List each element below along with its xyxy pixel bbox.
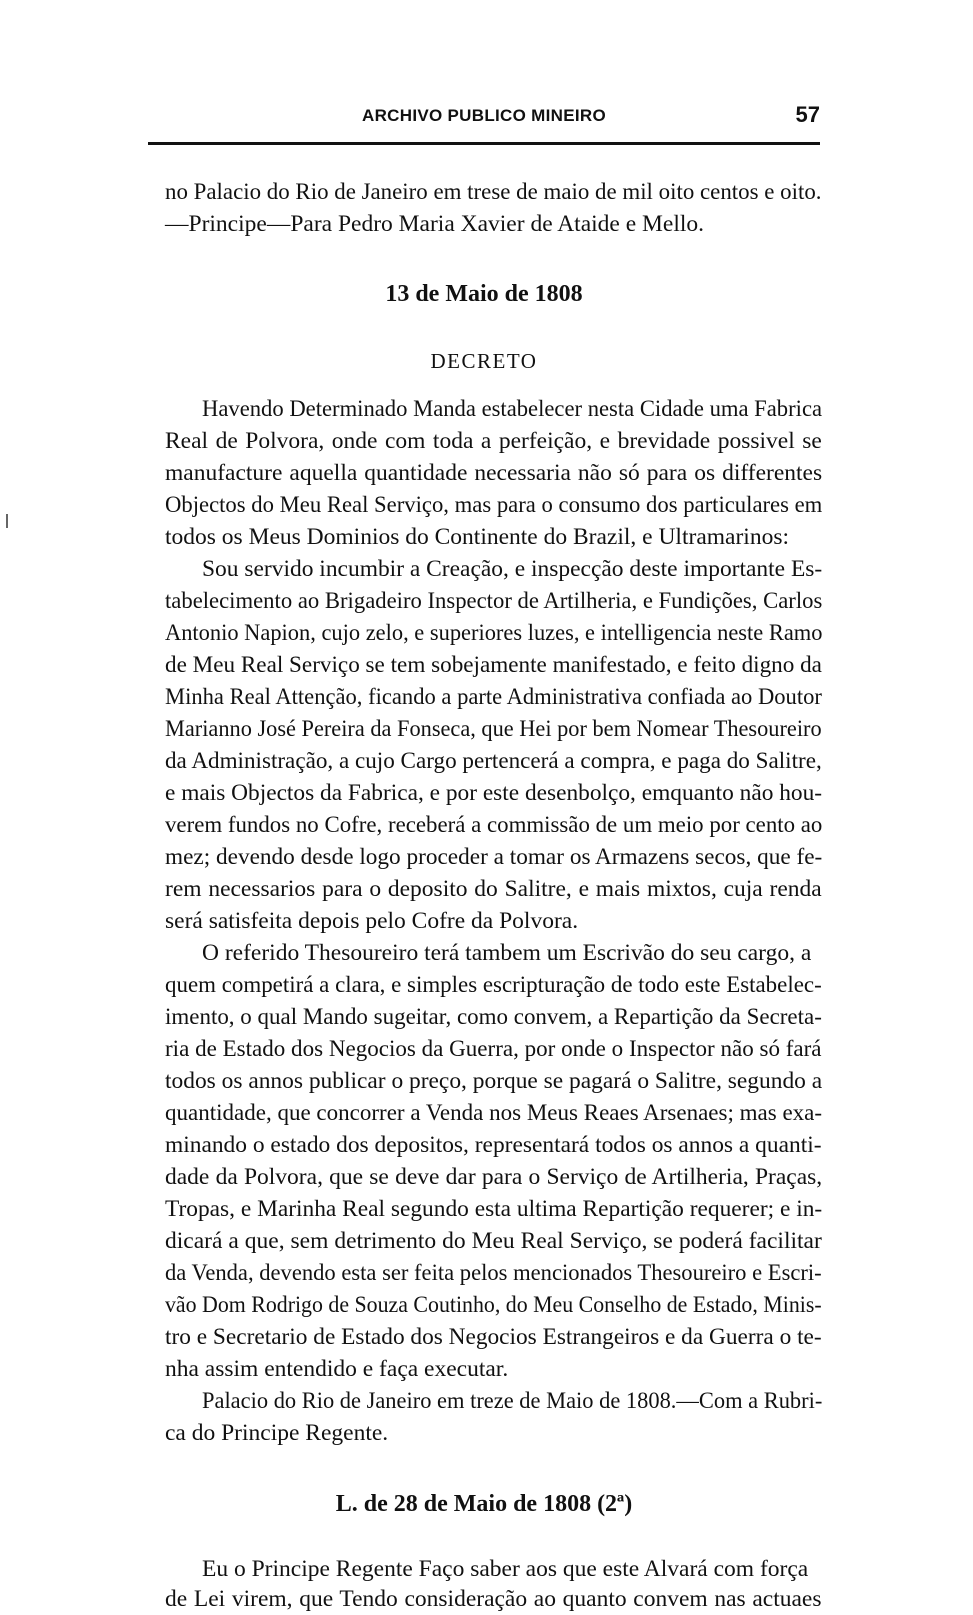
text-line: dade da Polvora, que se deve dar para o Serviço de Artilheria, Praças,	[165, 1164, 823, 1190]
section-subheading: DECRETO	[430, 349, 538, 373]
text-line: rem necessarios para o deposito do Salitre, e mais mixtos, cuja renda	[165, 876, 822, 902]
text-line: tabelecimento ao Brigadeiro Inspector de Artilheria, e Fundições, Carlos	[165, 588, 823, 614]
running-header	[148, 102, 820, 132]
text-line: será satisfeita depois pelo Cofre da Polvora.	[165, 908, 579, 934]
text-line: de Lei virem, que Tendo consideração ao quanto convem nas actuaes	[165, 1586, 822, 1612]
text-line: da Administração, a cujo Cargo pertencerá a compra, e paga do Salitre,	[165, 748, 822, 774]
section-heading: L. de 28 de Maio de 1808 (2ª)	[335, 1491, 633, 1517]
text-line: vão Dom Rodrigo de Souza Coutinho, do Meu Conselho de Estado, Minis-	[165, 1292, 822, 1318]
text-line: Sou servido incumbir a Creação, e inspecção deste importante Es-	[202, 556, 823, 582]
text-line: O referido Thesoureiro terá tambem um Escrivão do seu cargo, a	[202, 940, 812, 966]
text-line: no Palacio do Rio de Janeiro em trese de maio de mil oito centos e oito.	[165, 179, 822, 205]
text-line: e mais Objectos da Fabrica, e por este desenbolço, emquanto não hou-	[165, 780, 823, 806]
text-line: nha assim entendido e faça executar.	[165, 1356, 509, 1382]
text-line: Havendo Determinado Manda estabelecer nesta Cidade uma Fabrica	[202, 396, 823, 422]
text-line: verem fundos no Cofre, receberá a commissão de um meio por cento ao	[165, 812, 823, 838]
text-line: Palacio do Rio de Janeiro em treze de Maio de 1808.—Com a Rubri-	[202, 1388, 823, 1414]
text-line: tro e Secretario de Estado dos Negocios Estrangeiros e da Guerra o te-	[165, 1324, 822, 1350]
text-line: minando o estado dos depositos, representará todos os annos a quanti-	[165, 1132, 822, 1158]
text-line: mez; devendo desde logo proceder a tomar os Armazens secos, que fe-	[165, 844, 823, 870]
text-line: ca do Principe Regente.	[165, 1420, 389, 1446]
text-line: Marianno José Pereira da Fonseca, que Hei por bem Nomear Thesoureiro	[165, 716, 822, 742]
text-line: da Venda, devendo esta ser feita pelos mencionados Thesoureiro e Escri-	[165, 1260, 822, 1286]
text-line: de Meu Real Serviço se tem sobejamente manifestado, e feito digno da	[165, 652, 822, 678]
text-line: —Principe—Para Pedro Maria Xavier de Ataide e Mello.	[165, 211, 705, 237]
text-line: Antonio Napion, cujo zelo, e superiores luzes, e intelligencia neste Ramo	[165, 620, 823, 646]
running-title: ARCHIVO PUBLICO MINEIRO	[362, 106, 606, 125]
text-line: Tropas, e Marinha Real segundo esta ultima Repartição requerer; e in-	[165, 1196, 823, 1222]
text-line: Real de Polvora, onde com toda a perfeição, e brevidade possivel se	[165, 428, 822, 454]
text-line: dicará a que, sem detrimento do Meu Real Serviço, se poderá facilitar	[165, 1228, 822, 1254]
header-rule	[148, 142, 820, 145]
text-line: Eu o Principe Regente Faço saber aos que este Alvará com força	[202, 1556, 809, 1582]
text-line: quem competirá a clara, e simples escripturação de todo este Estabelec-	[165, 972, 822, 998]
text-line: todos os Meus Dominios do Continente do Brazil, e Ultramarinos:	[165, 524, 789, 550]
text-line: Minha Real Attenção, ficando a parte Administrativa confiada ao Doutor	[165, 684, 822, 710]
text-line: todos os annos publicar o preço, porque se pagará o Salitre, segundo a	[165, 1068, 823, 1094]
text-line: manufacture aquella quantidade necessaria não só para os differentes	[165, 460, 823, 486]
text-line: Objectos do Meu Real Serviço, mas para o consumo dos particulares em	[165, 492, 823, 518]
section-heading: 13 de Maio de 1808	[385, 281, 583, 307]
page-number: 57	[795, 102, 820, 127]
text-line: quantidade, que concorrer a Venda nos Meus Reaes Arsenaes; mas exa-	[165, 1100, 823, 1126]
text-line: ria de Estado dos Negocios da Guerra, por onde o Inspector não só fará	[165, 1036, 822, 1062]
margin-mark	[6, 514, 8, 528]
text-line: imento, o qual Mando sugeitar, como convem, a Repartição da Secreta-	[165, 1004, 822, 1030]
